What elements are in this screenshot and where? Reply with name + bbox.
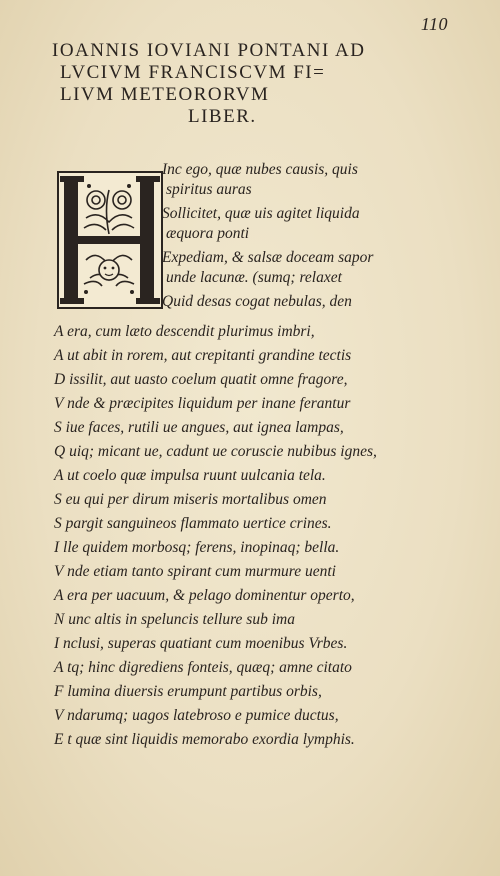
verse-line: Sollicitet, quæ uis agitet liquida: [162, 205, 360, 222]
verse-line: A ut coelo quæ impulsa ruunt uulcania tela.: [54, 467, 326, 484]
verse-line: Quid desas cogat nebulas, den: [162, 293, 352, 310]
verse-line: A tq; hinc digrediens fonteis, quæq; amne citato: [54, 659, 352, 676]
verse-line: V nde etiam tanto spirant cum murmure uenti: [54, 563, 336, 580]
page-number: 110: [420, 14, 448, 34]
verse-line: spiritus auras: [166, 181, 252, 198]
verse-line: Expediam, & salsæ doceam sapor: [162, 249, 374, 266]
verse-line: A era, cum læto descendit plurimus imbri,: [54, 323, 315, 340]
decorated-initial-h: [56, 170, 164, 310]
verse-line: æquora ponti: [166, 225, 250, 242]
verse-line: S pargit sanguineos flammato uertice crines.: [54, 515, 332, 532]
verse-line: unde lacunæ. (sumq; relaxet: [166, 269, 342, 286]
verse-line: N unc altis in speluncis tellure sub ima: [54, 611, 295, 628]
verse-line: Q uiq; micant ue, cadunt ue coruscie nubibus ignes,: [54, 443, 377, 460]
verse-line: S eu qui per dirum miseris mortalibus omen: [54, 491, 327, 508]
title-line: LIVM METEORORVM: [60, 84, 270, 105]
verse-line: V nde & præcipites liquidum per inane ferantur: [54, 395, 351, 412]
verse-line: D issilit, aut uasto coelum quatit omne fragore,: [54, 371, 348, 388]
verse-line: F lumina diuersis erumpunt partibus orbis,: [54, 683, 322, 700]
ornament-initial-icon: [56, 170, 164, 310]
verse-line: A era per uacuum, & pelago dominentur operto,: [54, 587, 355, 604]
title-line: IOANNIS IOVIANI PONTANI AD: [52, 40, 366, 61]
chapter-title: [52, 40, 432, 128]
verse-line: I nclusi, superas quatiant cum moenibus Vrbes.: [54, 635, 348, 652]
title-line: LIBER.: [188, 106, 257, 127]
verse-line: Inc ego, quæ nubes causis, quis: [162, 161, 358, 178]
title-line: LVCIVM FRANCISCVM FI=: [60, 62, 326, 83]
verse-line: A ut abit in rorem, aut crepitanti grandine tectis: [54, 347, 352, 364]
verse-line: E t quæ sint liquidis memorabo exordia lymphis.: [54, 731, 355, 748]
verse-line: V ndarumq; uagos latebroso e pumice ductus,: [54, 707, 339, 724]
verse-line: S iue faces, rutili ue angues, aut ignea lampas,: [54, 419, 344, 436]
verse-line: I lle quidem morbosq; ferens, inopinaq; bella.: [54, 539, 340, 556]
